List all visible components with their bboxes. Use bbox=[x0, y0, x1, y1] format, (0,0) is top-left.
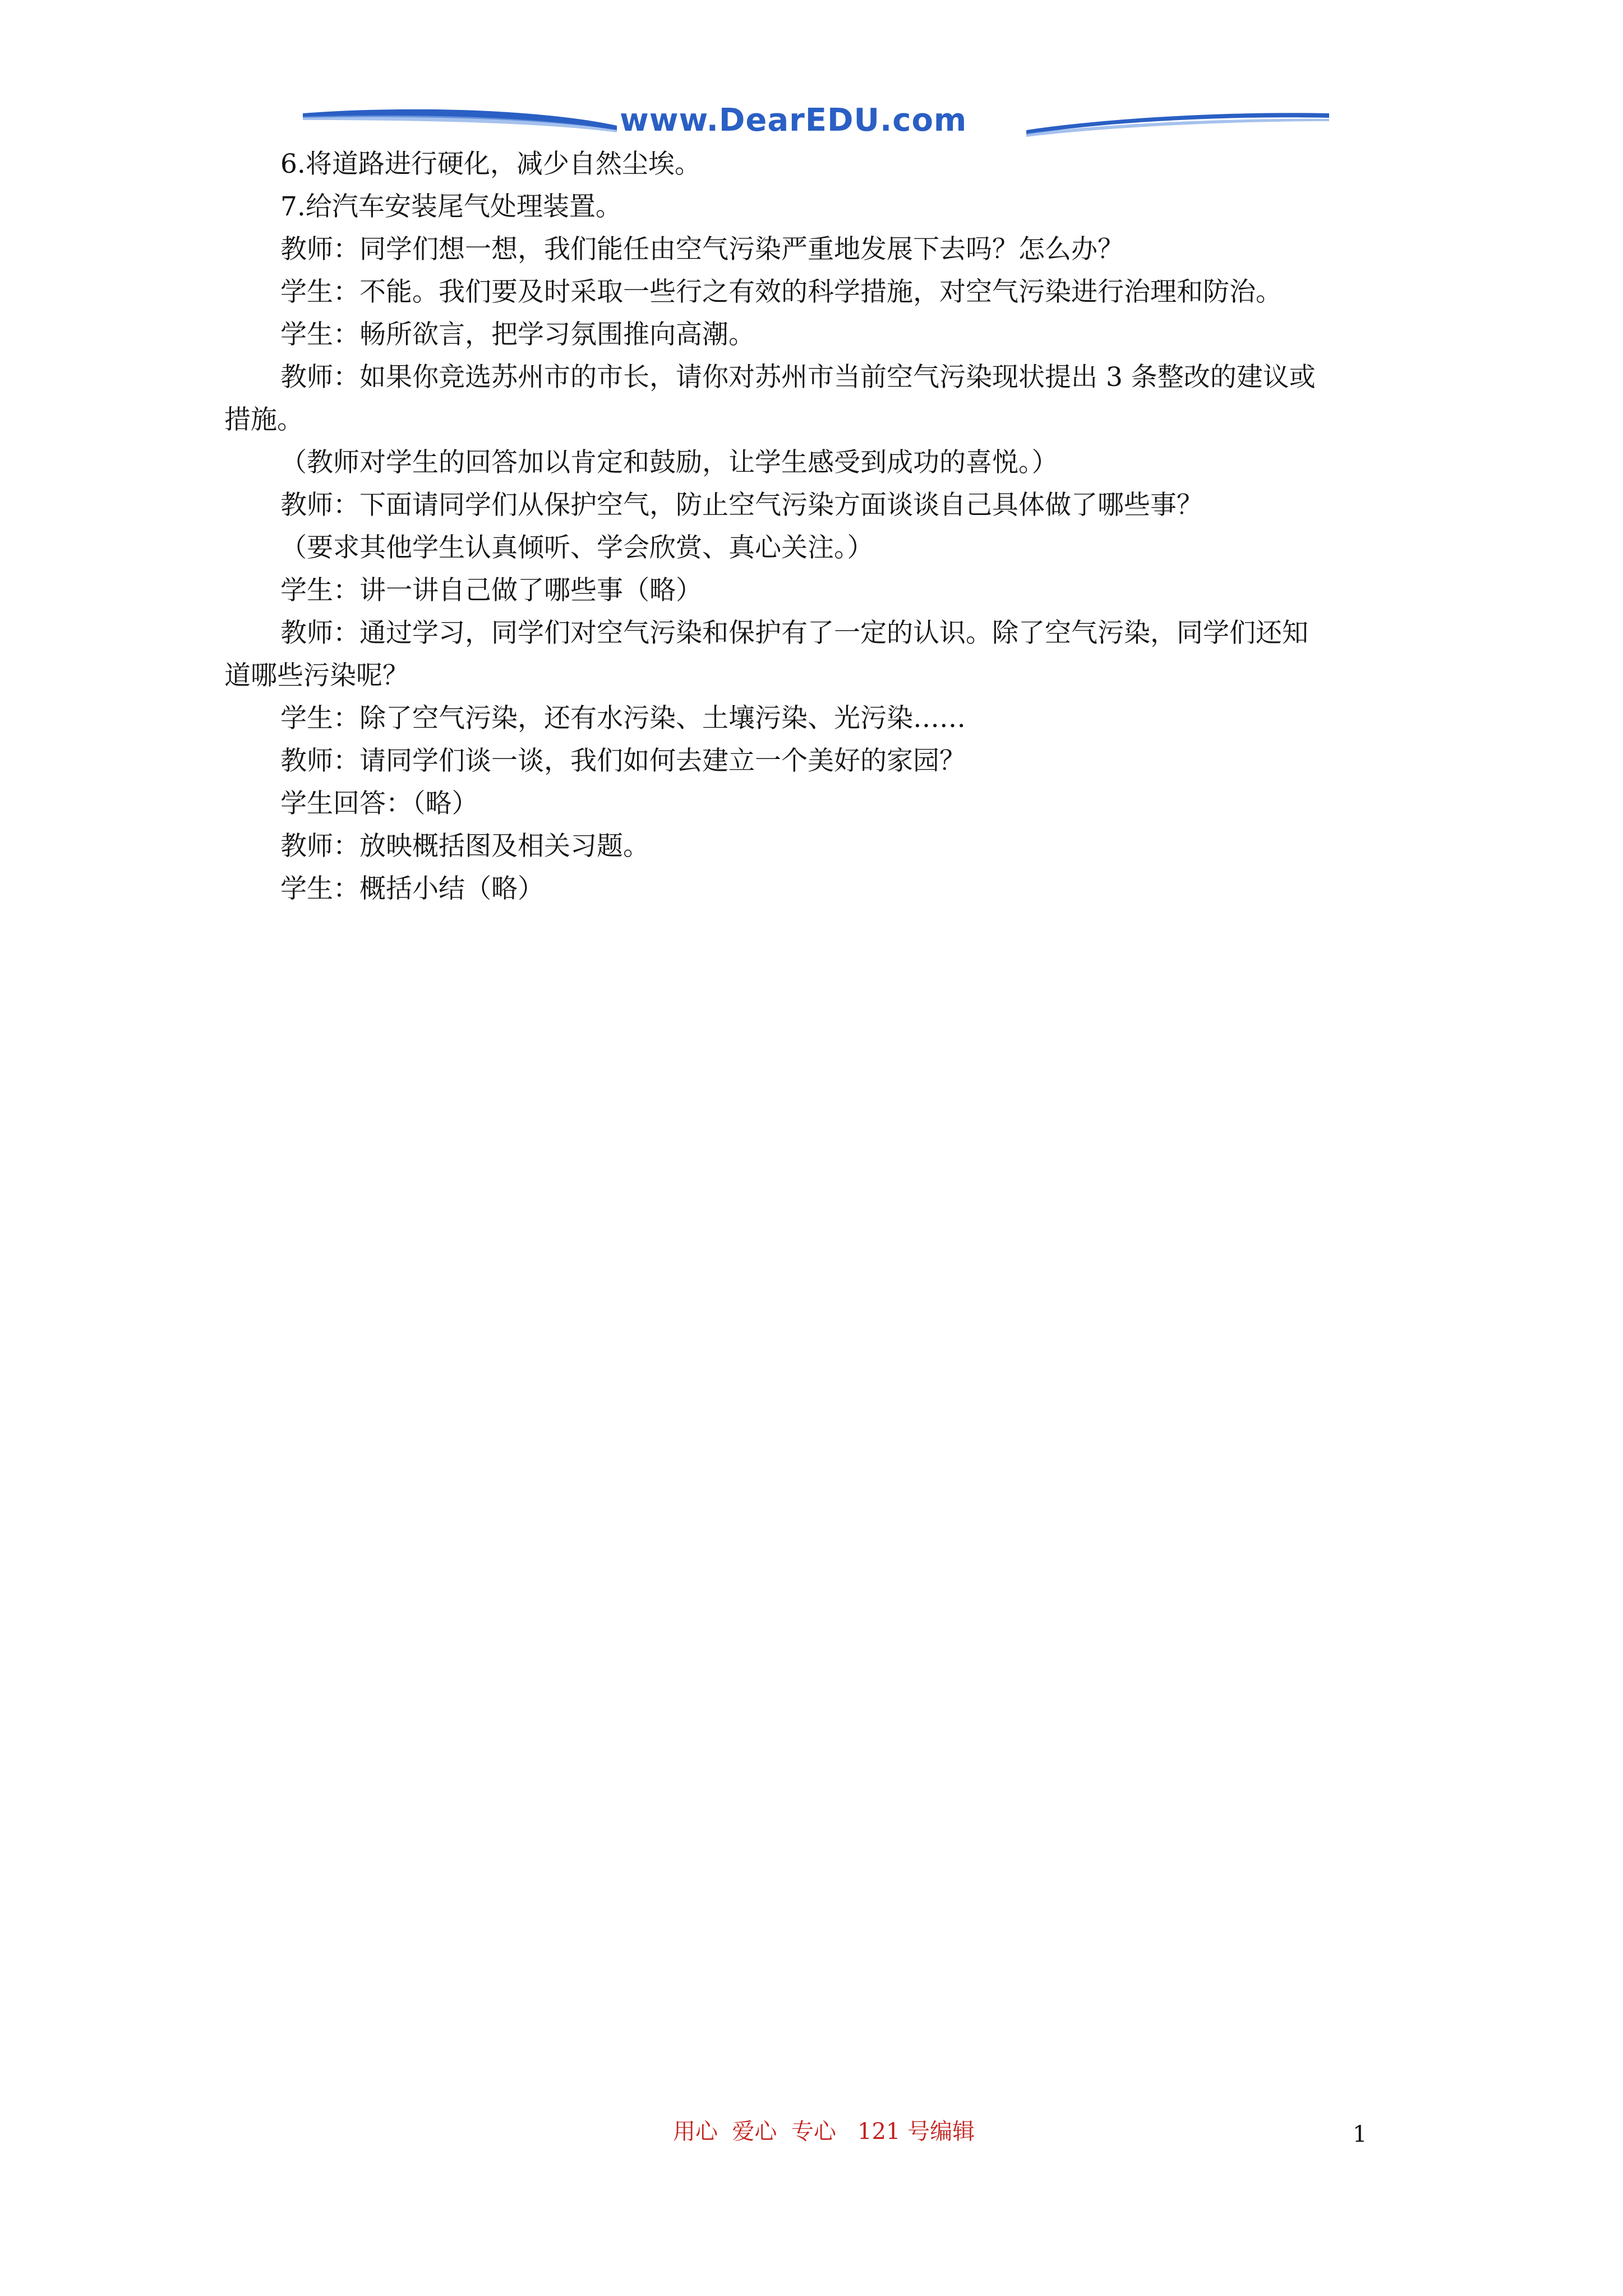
paragraph-continuation: 措施。 bbox=[224, 404, 303, 435]
paragraph: 6.将道路进行硬化，减少自然尘埃。 bbox=[280, 149, 701, 180]
paragraph: 教师：下面请同学们从保护空气，防止空气污染方面谈谈自己具体做了哪些事？ bbox=[280, 490, 1203, 521]
paragraph: 教师：同学们想一想，我们能任由空气污染严重地发展下去吗？怎么办？ bbox=[280, 234, 1124, 265]
paragraph: （要求其他学生认真倾听、学会欣赏、真心关注。） bbox=[280, 532, 874, 563]
paragraph: （教师对学生的回答加以肯定和鼓励，让学生感受到成功的喜悦。） bbox=[280, 447, 1058, 478]
footer-slogan: 用心 爱心 专心 121 号编辑 bbox=[673, 2119, 975, 2145]
paragraph: 教师：请同学们谈一谈，我们如何去建立一个美好的家园？ bbox=[280, 746, 966, 776]
header-logo-text: www.DearEDU.com bbox=[620, 102, 967, 139]
paragraph: 教师：如果你竞选苏州市的市长，请你对苏州市当前空气污染现状提出 3 条整改的建议或 bbox=[280, 362, 1316, 393]
paragraph: 学生：概括小结（略） bbox=[280, 873, 544, 904]
page-number: 1 bbox=[1353, 2122, 1367, 2147]
paragraph: 教师：放映概括图及相关习题。 bbox=[280, 831, 649, 862]
paragraph: 学生：除了空气污染，还有水污染、土壤污染、光污染…… bbox=[280, 703, 966, 734]
paragraph: 学生：不能。我们要及时采取一些行之有效的科学措施，对空气污染进行治理和防治。 bbox=[280, 277, 1282, 307]
paragraph: 学生：畅所欲言，把学习氛围推向高潮。 bbox=[280, 319, 755, 350]
paragraph-continuation: 道哪些污染呢？ bbox=[224, 660, 409, 691]
paragraph: 学生回答：（略） bbox=[280, 788, 478, 819]
paragraph: 学生：讲一讲自己做了哪些事（略） bbox=[280, 575, 702, 606]
paragraph: 7.给汽车安装尾气处理装置。 bbox=[280, 191, 622, 222]
document-body bbox=[224, 143, 1413, 910]
paragraph: 教师：通过学习，同学们对空气污染和保护有了一定的认识。除了空气污染，同学们还知 bbox=[280, 618, 1308, 648]
